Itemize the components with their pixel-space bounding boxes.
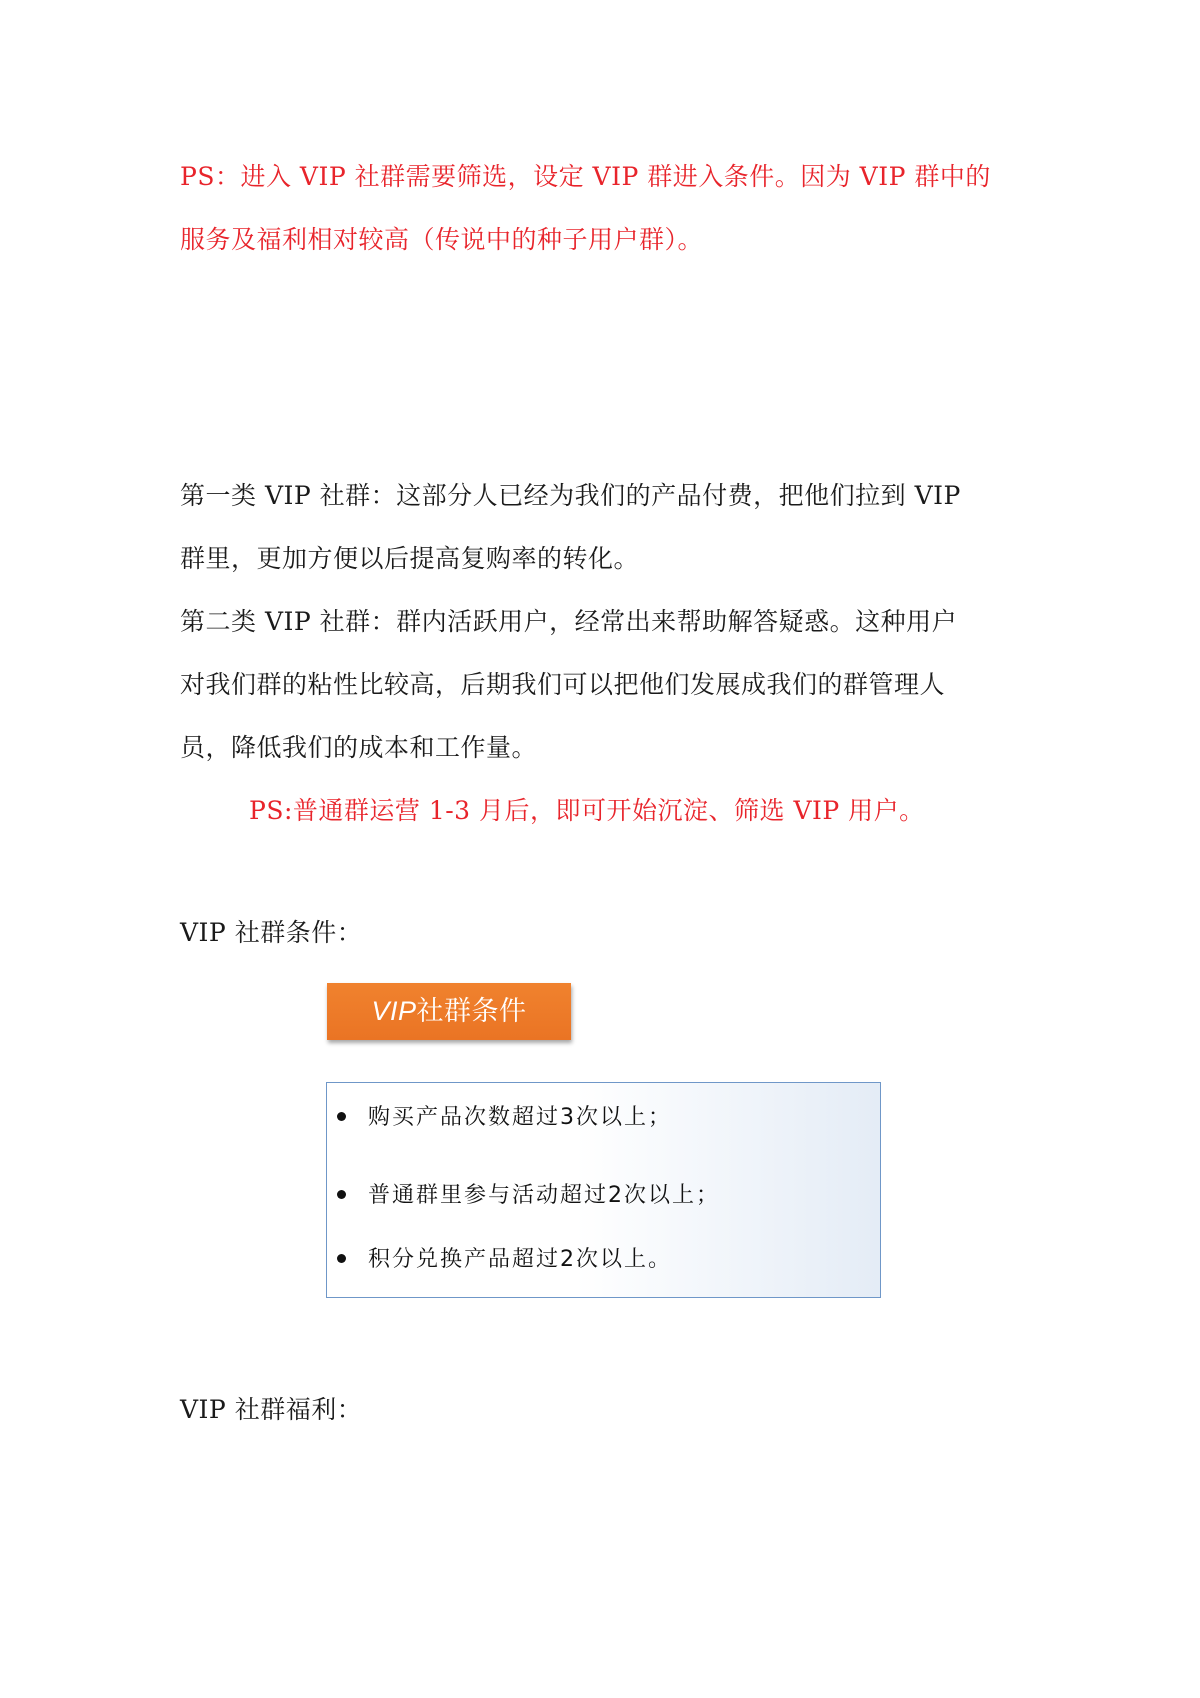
category-one-line-2: 群里，更加方便以后提高复购率的转化。 (180, 544, 640, 573)
category-two-paragraph (180, 590, 1025, 779)
category-two-line-2: 对我们群的粘性比较高，后期我们可以把他们发展成我们的群管理人 (180, 670, 946, 699)
condition-text-1: 购买产品次数超过3次以上； (368, 1105, 672, 1130)
conditions-list-box (326, 1082, 881, 1298)
condition-text-2: 普通群里参与活动超过2次以上； (368, 1183, 720, 1208)
bullet-icon (337, 1254, 346, 1263)
bullet-icon (337, 1190, 346, 1199)
timing-note: PS:普通群运营 1-3 月后，即可开始沉淀、筛选 VIP 用户。 (249, 796, 925, 825)
conditions-title-italic: VIP (371, 996, 417, 1026)
condition-text-3: 积分兑换产品超过2次以上。 (368, 1247, 672, 1272)
conditions-label: VIP 社群条件： (180, 918, 363, 947)
intro-note (180, 145, 1025, 271)
list-item (337, 1245, 672, 1275)
intro-note-line-2: 服务及福利相对较高（传说中的种子用户群）。 (180, 225, 704, 254)
list-item (337, 1181, 720, 1211)
conditions-title-box (327, 983, 571, 1040)
category-two-line-1: 第二类 VIP 社群：群内活跃用户，经常出来帮助解答疑惑。这种用户 (180, 607, 958, 636)
category-one-line-1: 第一类 VIP 社群：这部分人已经为我们的产品付费，把他们拉到 VIP (180, 481, 961, 510)
benefits-label: VIP 社群福利： (180, 1395, 363, 1424)
category-two-line-3: 员，降低我们的成本和工作量。 (180, 733, 538, 762)
category-one-paragraph (180, 464, 1025, 590)
list-item (337, 1103, 672, 1133)
intro-note-line-1: PS：进入 VIP 社群需要筛选，设定 VIP 群进入条件。因为 VIP 群中的 (180, 162, 991, 191)
bullet-icon (337, 1112, 346, 1121)
conditions-title-rest: 社群条件 (416, 996, 527, 1026)
